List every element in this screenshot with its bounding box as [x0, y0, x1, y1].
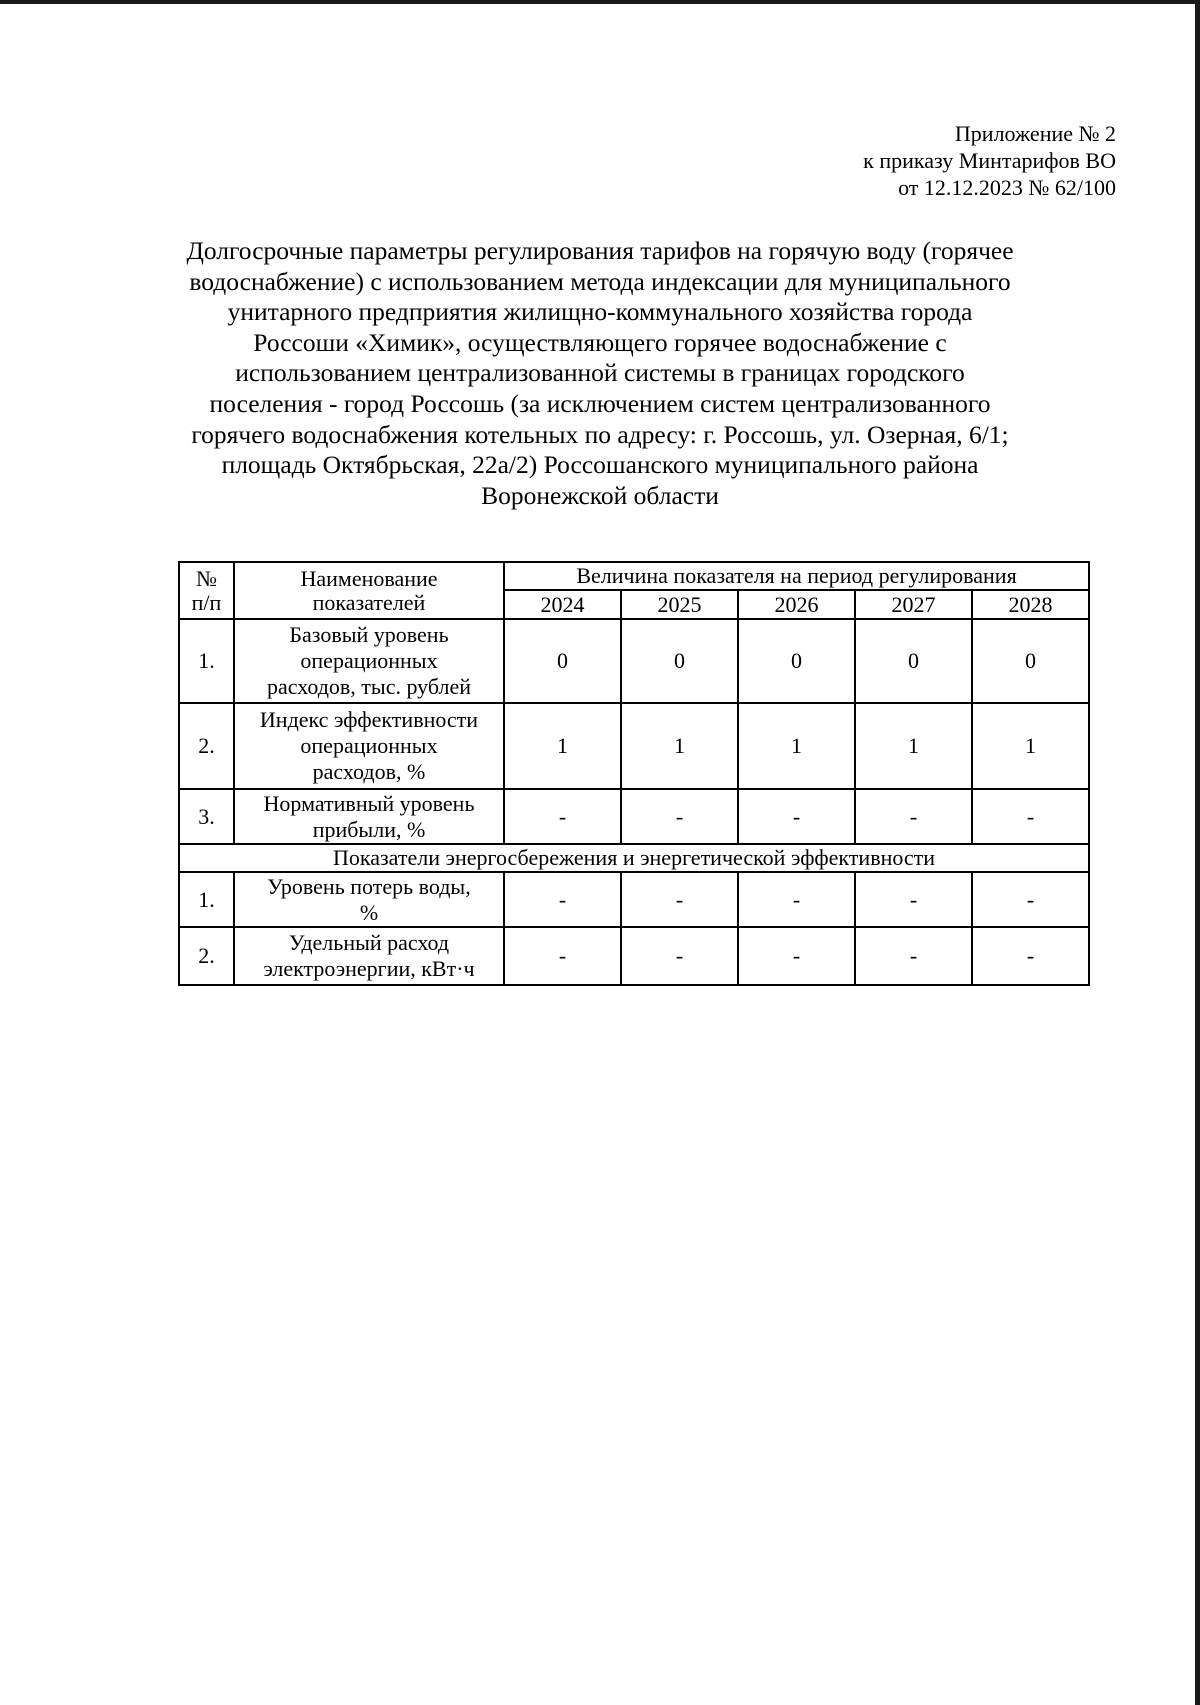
row-name — [234, 927, 504, 985]
row-name-line: % — [359, 899, 379, 925]
row-name-line: расходов, % — [312, 759, 426, 784]
row-value: 1 — [621, 703, 738, 789]
year-2027: 2027 — [855, 590, 972, 619]
table-row — [179, 703, 1089, 789]
section-title: Показатели энергосбережения и энергетической эффективности — [179, 844, 1089, 872]
row-number: 3. — [179, 789, 234, 844]
title-line: использованием централизованной системы в границах городского — [235, 358, 965, 388]
title-line: Долгосрочные параметры регулирования тарифов на горячую воду (горячее — [186, 236, 1014, 265]
row-value: - — [621, 927, 738, 985]
row-name-line: Базовый уровень — [289, 622, 449, 647]
row-name — [234, 703, 504, 789]
title-line: поселения - город Россошь (за исключением систем централизованного — [209, 388, 991, 418]
header-number-cell — [179, 562, 234, 619]
row-value: - — [738, 872, 855, 927]
row-name — [234, 619, 504, 703]
row-value: 0 — [972, 619, 1089, 703]
row-value: 0 — [621, 619, 738, 703]
year-2028: 2028 — [972, 590, 1089, 619]
row-value: - — [855, 789, 972, 844]
row-value: 1 — [972, 703, 1089, 789]
row-name-line: расходов, тыс. рублей — [266, 674, 472, 699]
annex-reference — [863, 120, 1116, 201]
scan-border-right — [1195, 0, 1200, 1705]
table-row — [179, 927, 1089, 985]
annex-line-2: к приказу Минтарифов ВО — [863, 148, 1116, 173]
row-value: 1 — [855, 703, 972, 789]
title-line: унитарного предприятия жилищно-коммунального хозяйства города — [227, 297, 973, 327]
row-name-line: Уровень потерь воды, — [267, 873, 471, 899]
row-number: 1. — [179, 872, 234, 927]
parameters-table — [178, 561, 1090, 986]
row-name — [234, 789, 504, 844]
row-value: - — [972, 789, 1089, 844]
row-value: - — [504, 872, 621, 927]
title-line: Воронежской области — [481, 480, 719, 510]
row-value: 0 — [504, 619, 621, 703]
row-name-line: электроэнергии, кВт·ч — [263, 956, 475, 981]
year-2026: 2026 — [738, 590, 855, 619]
row-value: - — [972, 872, 1089, 927]
row-name-line: Удельный расход — [288, 930, 450, 955]
row-value: - — [504, 927, 621, 985]
scan-border-top — [0, 0, 1200, 4]
row-value: - — [972, 927, 1089, 985]
row-value: - — [621, 789, 738, 844]
row-value: - — [855, 872, 972, 927]
title-line: площадь Октябрьская, 22а/2) Россошанского муниципального района — [221, 450, 979, 480]
row-name-line: Нормативный уровень — [263, 790, 475, 816]
row-name-line: Индекс эффективности — [259, 707, 479, 732]
header-name-line: показателей — [312, 589, 426, 615]
header-name-cell — [234, 562, 504, 619]
table-header-row — [179, 562, 1089, 590]
row-value: 0 — [855, 619, 972, 703]
title-line: водоснабжение) с использованием метода индексации для муниципального — [189, 266, 1011, 296]
year-2025: 2025 — [621, 590, 738, 619]
row-value: - — [621, 872, 738, 927]
row-value: - — [738, 789, 855, 844]
row-name-line: прибыли, % — [312, 816, 426, 842]
header-number-symbol: № — [196, 565, 217, 591]
row-value: 0 — [738, 619, 855, 703]
document-title — [150, 236, 1050, 511]
table-row — [179, 619, 1089, 703]
row-number: 1. — [179, 619, 234, 703]
annex-line-1: Приложение № 2 — [954, 121, 1116, 146]
table-section-row — [179, 844, 1089, 872]
annex-line-3: от 12.12.2023 № 62/100 — [898, 175, 1116, 200]
year-2024: 2024 — [504, 590, 621, 619]
title-line: Россоши «Химик», осуществляющего горячее водоснабжение с — [253, 327, 947, 357]
row-name-line: операционных — [300, 648, 438, 673]
header-period-cell: Величина показателя на период регулирования — [504, 562, 1089, 590]
header-number-label: п/п — [191, 589, 222, 615]
row-value: - — [504, 789, 621, 844]
row-value: 1 — [738, 703, 855, 789]
row-number: 2. — [179, 927, 234, 985]
table-row — [179, 872, 1089, 927]
row-value: 1 — [504, 703, 621, 789]
title-line: горячего водоснабжения котельных по адресу: г. Россошь, ул. Озерная, 6/1; — [191, 419, 1009, 449]
row-value: - — [855, 927, 972, 985]
table-row — [179, 789, 1089, 844]
row-number: 2. — [179, 703, 234, 789]
header-name-line: Наименование — [300, 565, 438, 591]
row-value: - — [738, 927, 855, 985]
row-name-line: операционных — [300, 733, 438, 758]
row-name — [234, 872, 504, 927]
